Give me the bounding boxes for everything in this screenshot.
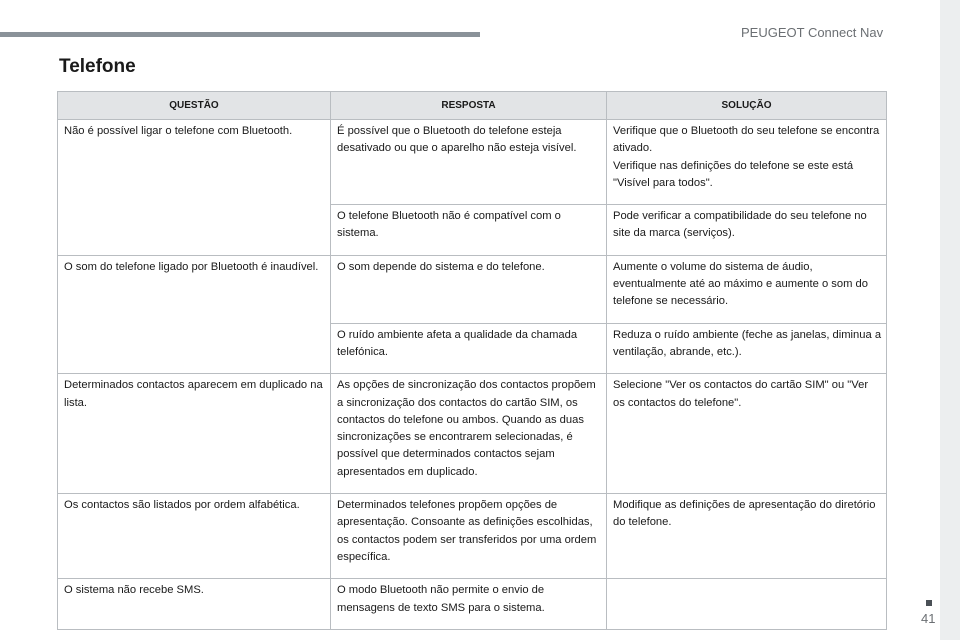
page-title: Telefone	[59, 56, 136, 77]
question-cell	[58, 255, 331, 373]
question-text: O sistema não recebe SMS.	[64, 584, 204, 597]
solution-cell	[607, 255, 887, 323]
question-cell	[58, 120, 331, 256]
answer-text: Determinados telefones propõem opções de apresentação. Consoante as definições escolhidas, os contactos podem ser transferidos por uma ordem específica.	[337, 499, 597, 563]
solution-cell	[607, 205, 887, 256]
brand-label: PEUGEOT Connect Nav	[741, 25, 884, 40]
answer-text: O ruído ambiente afeta a qualidade da chamada telefónica.	[337, 328, 578, 358]
table-row	[58, 255, 887, 323]
solution-text: Aumente o volume do sistema de áudio, eventualmente até ao máximo e aumente o som do telefone se necessário.	[613, 260, 868, 308]
solution-text: Selecione "Ver os contactos do cartão SIM" ou "Ver os contactos do telefone".	[613, 379, 869, 409]
question-cell	[58, 374, 331, 494]
question-text: Não é possível ligar o telefone com Bluetooth.	[64, 125, 293, 137]
answer-text: É possível que o Bluetooth do telefone esteja desativado ou que o aparelho não esteja visível.	[337, 125, 577, 155]
table-row	[58, 374, 887, 494]
header-answer: RESPOSTA	[331, 92, 607, 120]
question-text: Determinados contactos aparecem em duplicado na lista.	[64, 379, 323, 409]
answer-text: O modo Bluetooth não permite o envio de mensagens de texto SMS para o sistema.	[337, 584, 545, 614]
header-rule	[0, 32, 480, 37]
troubleshooting-table	[57, 91, 887, 630]
solution-cell	[607, 374, 887, 494]
solution-text: Modifique as definições de apresentação do diretório do telefone.	[613, 499, 876, 529]
answer-cell	[331, 579, 607, 630]
section-marker-icon	[926, 600, 932, 606]
question-cell	[58, 494, 331, 579]
table-row	[58, 579, 887, 630]
answer-cell	[331, 494, 607, 579]
solution-text: Verifique que o Bluetooth do seu telefone se encontra ativado. Verifique nas definições do telefone se este está "Visível para todos".	[613, 125, 880, 189]
solution-text: Pode verificar a compatibilidade do seu telefone no site da marca (serviços).	[613, 210, 867, 240]
answer-text: As opções de sincronização dos contactos propõem a sincronização dos contactos do cartão SIM, os contactos do telefone ou ambos. Quando as duas sincronizações se encontrarem selecionadas, é possível que determinados contactos sejam apresentados em duplicado.	[337, 379, 596, 478]
header-solution: SOLUÇÃO	[607, 92, 887, 120]
answer-cell	[331, 323, 607, 374]
answer-cell	[331, 255, 607, 323]
table-header-row	[58, 92, 887, 120]
table-row	[58, 494, 887, 579]
solution-cell	[607, 120, 887, 205]
question-text: O som do telefone ligado por Bluetooth é inaudível.	[64, 260, 319, 273]
solution-cell	[607, 323, 887, 374]
question-text: Os contactos são listados por ordem alfabética.	[64, 499, 300, 512]
answer-text: O telefone Bluetooth não é compatível com o sistema.	[337, 210, 561, 240]
question-cell	[58, 579, 331, 630]
answer-cell	[331, 120, 607, 205]
header-question: QUESTÃO	[58, 92, 331, 120]
solution-cell	[607, 494, 887, 579]
table-row	[58, 120, 887, 205]
answer-cell	[331, 374, 607, 494]
solution-text: Reduza o ruído ambiente (feche as janelas, diminua a ventilação, abrande, etc.).	[613, 328, 882, 358]
answer-text: O som depende do sistema e do telefone.	[337, 260, 545, 273]
answer-cell	[331, 205, 607, 256]
page-number: 41	[921, 611, 936, 626]
solution-cell	[607, 579, 887, 630]
side-strip	[940, 0, 960, 640]
